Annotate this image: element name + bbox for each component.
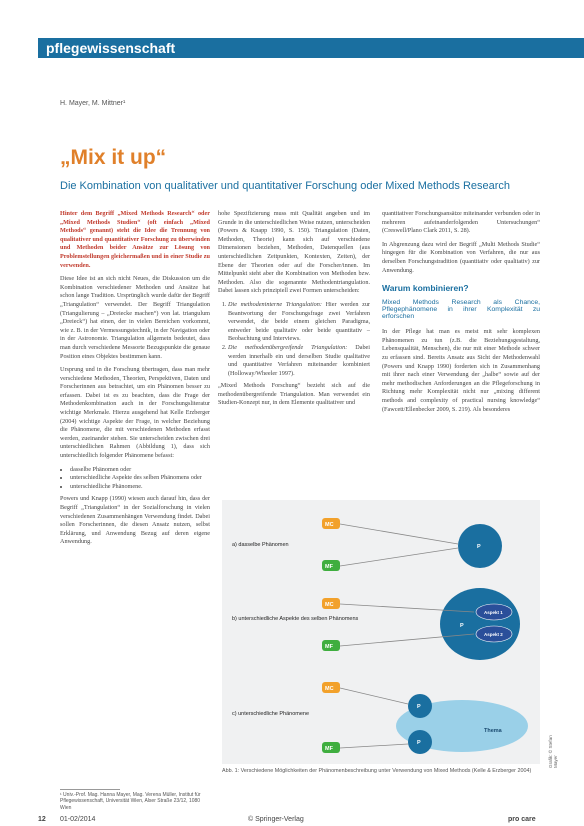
section-header-bar	[38, 38, 584, 58]
diagram-svg	[222, 500, 540, 764]
figure-credit: Grafik: © Stefan Mayer	[548, 735, 558, 768]
mf-label: MF	[325, 746, 333, 752]
list-item	[228, 301, 370, 344]
phenomenon-ellipse	[440, 588, 520, 660]
mc-label: MC	[325, 686, 334, 692]
section-heading: Warum kombinieren?	[382, 283, 469, 294]
section-name: pflegewissenschaft	[46, 40, 176, 56]
list-text: Hier werden zur Beantwortung der Forschungsfrage zwei Verfahren verwendet, die beide einem gleichen Paradigma, entweder beide qualitativ oder beide quantitativ – Beobachtung und Interviews.	[228, 300, 370, 343]
body-paragraph: „Mixed Methods Forschung“ bezieht sich auf die methodenübergreifende Triangulation. Man verwendet ein Studien-Konzept nur, in dem Elemente qualitativer und	[218, 382, 370, 407]
panel-b-label: b) unterschiedliche Aspekte des selben Phänomens	[232, 616, 359, 622]
list-item: • dasselbe Phänomen oder	[70, 466, 210, 475]
figure-mixed-methods-diagram	[222, 500, 540, 764]
mf-label: MF	[325, 644, 333, 650]
list-term: Die methodenübergreifende Triangulation:	[228, 343, 348, 351]
body-paragraph: Diese Idee ist an sich nicht Neues, die Diskussion um die Kombination verschiedener Methoden und Ansätze hat schon lange Tradition. Ursprünglich wurde dafür der Begriff „Triangulation“ verwendet. Der Begriff Triangulation (Triangulierung – „Dreiecke machen“) von lat. triangulum „Dreieck“) hat einen, der in vielen Bereichen vorkommt, wie z. B. in der Vermessungstechnik, in der Navigation oder in der Astronomie. Triangulation allgemein bedeutet, dass man durch verschiedene Messorte Bezugspunkte die genaue Position eines Objektes bestimmen kann.	[60, 275, 210, 360]
mc-label: MC	[325, 522, 334, 528]
section-subheading: Mixed Methods Research als Chance, Pflegephänomene in ihrer Komplexität zu erforschen	[382, 299, 540, 321]
body-paragraph: In der Pflege hat man es meist mit sehr komplexen Phänomenen zu tun (z.B. die Beziehungsgestaltung, Lebensqualität, Menschen), die nur mit einer Methode schwer zu erfassen sind. Bereits Ansatz aus Sicht der Methodenwahl (Powers und Knapp 1990) forderten sich in Zusammenhang mit ihrer nach einer Verwendung der „halbe“ sowie auf der mehr methodischen Anforderungen an die Pflegeforschung in Richtung mehr Komplexität nicht nur „mixing different methods and complexity of practical nursing knowledge“ (Fawcett/Ellenbecker 2009, S. 219). Als besonderes	[382, 328, 540, 413]
column-2	[218, 210, 370, 413]
mc-label: MC	[325, 602, 334, 608]
issue-number: 01-02/2014	[60, 816, 96, 823]
column-3	[382, 210, 540, 419]
phenomenon-label: P	[417, 704, 421, 710]
article-subtitle: Die Kombination von qualitativer und quantitativer Forschung oder Mixed Methods Research	[60, 180, 511, 192]
bullet-list	[60, 466, 210, 492]
lead-paragraph: Hinter dem Begriff „Mixed Methods Research“ oder „Mixed Methods Studien“ (oft einfach „Mixed Methods“ genannt) steht die Idee die Trennung von qualitativer und quantitativer Forschung zu überwinden und Methoden beider Ansätze zur Lösung von Problemstellungen gleichermaßen und in einer Studie zu verwenden.	[60, 210, 210, 269]
authors: H. Mayer, M. Mittner¹	[60, 100, 126, 107]
body-paragraph: In Abgrenzung dazu wird der Begriff „Multi Methods Studie“ hingegen für die Kombination von Verfahren, die nur aus derselben Forschungstradition (quantitativ oder qualitativ) zur Anwendung.	[382, 240, 540, 274]
phenomenon-label: P	[477, 544, 481, 550]
footnote-rule	[60, 789, 120, 790]
panel-a-label: a) dasselbe Phänomen	[232, 542, 289, 548]
publisher: © Springer-Verlag	[248, 816, 304, 823]
numbered-list	[218, 301, 370, 378]
phenomenon-label: P	[460, 623, 464, 629]
aspect-2-label: Aspekt 2	[484, 632, 503, 637]
list-term: Die methodeninterne Triangulation:	[228, 300, 322, 308]
aspect-1-label: Aspekt 1	[484, 610, 503, 615]
list-text: Dabei werden innerhalb ein und derselben Studie qualitative und quantitative Verfahren miteinander kombiniert (Holloway/Wheeler 1997).	[228, 343, 370, 377]
body-paragraph: Ursprung und in die Forschung übertragen, dass man mehr verschiedene Methoden, Theorien, Perspektiven, Daten und Forscherinnen aus betrachtet, um ein Phänomen besser zu erfassen. Dabei ist es zu beachten, dass die Frage der Methodenkombination auch in der Forschungsliteratur wichtige Merkmale. Hierzu ausgehend hat Kelle Erzberger (2004) wichtige Aspekte der Frage, in welcher Beziehung die Phänomene, die mit verschiedenen Methoden erfasst werden, zueinander stehen. Sie unterscheiden zwischen drei unterschiedlichen Rahmen (Abbildung 1), dass sich unterschiedlich folgender Phänomene befasst:	[60, 366, 210, 460]
list-item	[228, 344, 370, 378]
phenomenon-label: P	[417, 740, 421, 746]
page-number: 12	[38, 816, 46, 823]
list-item: • unterschiedliche Aspekte des selben Phänomens oder	[70, 474, 210, 483]
footnote: ¹ Univ.-Prof. Mag. Hanna Mayer, Mag. Verena Müller, Institut für Pflegewissenschaft, Universität Wien, Alser Straße 23/12, 1080 Wien	[60, 792, 201, 811]
column-1	[60, 210, 210, 552]
figure-caption: Abb. 1: Verschiedene Möglichkeiten der Phänomenbeschreibung unter Verwendung von Mixed Methods (Kelle & Erzberger 2004)	[222, 768, 532, 774]
body-paragraph: quantitativer Forschungsansätze miteinander verbunden oder in mehreren aufeinanderfolgenden Untersuchungen“ (Creswell/Plano Clark 2011, S. 28).	[382, 210, 540, 235]
mf-label: MF	[325, 564, 333, 570]
panel-c-label: c) unterschiedliche Phänomene	[232, 711, 310, 717]
theme-label: Thema	[484, 728, 502, 734]
article-title: „Mix it up“	[60, 146, 167, 169]
body-paragraph: hohe Spezifizierung muss mit Qualität angeben und im Grunde in die unterschiedlichen Weise nutzen, unterscheiden (Powers & Knapp 1990, S. 150). Triangulation (Daten, Methoden, Theorie) kann sich auf verschiedene Dimensionen beziehen, Methoden, Datenquellen (aus unterschiedlichen Zeitpunkten, Kontexten, Zeiten), der Ebene der Theorien oder auf die Forscher/innen. Im Mittelpunkt steht aber die Kombination von Methoden bzw. Methoden. Also die sogenannte Methodentriangulation. Dabei lassen sich prinzipiell zwei Formen unterscheiden:	[218, 210, 370, 295]
journal-name: pro care	[508, 816, 536, 823]
body-paragraph: Powers und Knapp (1990) wiesen auch darauf hin, dass der Begriff „Triangulation“ in der Sozialforschung in vielen verschiedenen Zusammenhängen Verwendung findet. Dabei sollen Forscherinnen, die diesen Ansatz nutzen, selbst Erklärung, und Anwendung Bezug auf deren eigene Anwendung.	[60, 495, 210, 546]
list-item: • unterschiedliche Phänomene.	[70, 483, 210, 492]
